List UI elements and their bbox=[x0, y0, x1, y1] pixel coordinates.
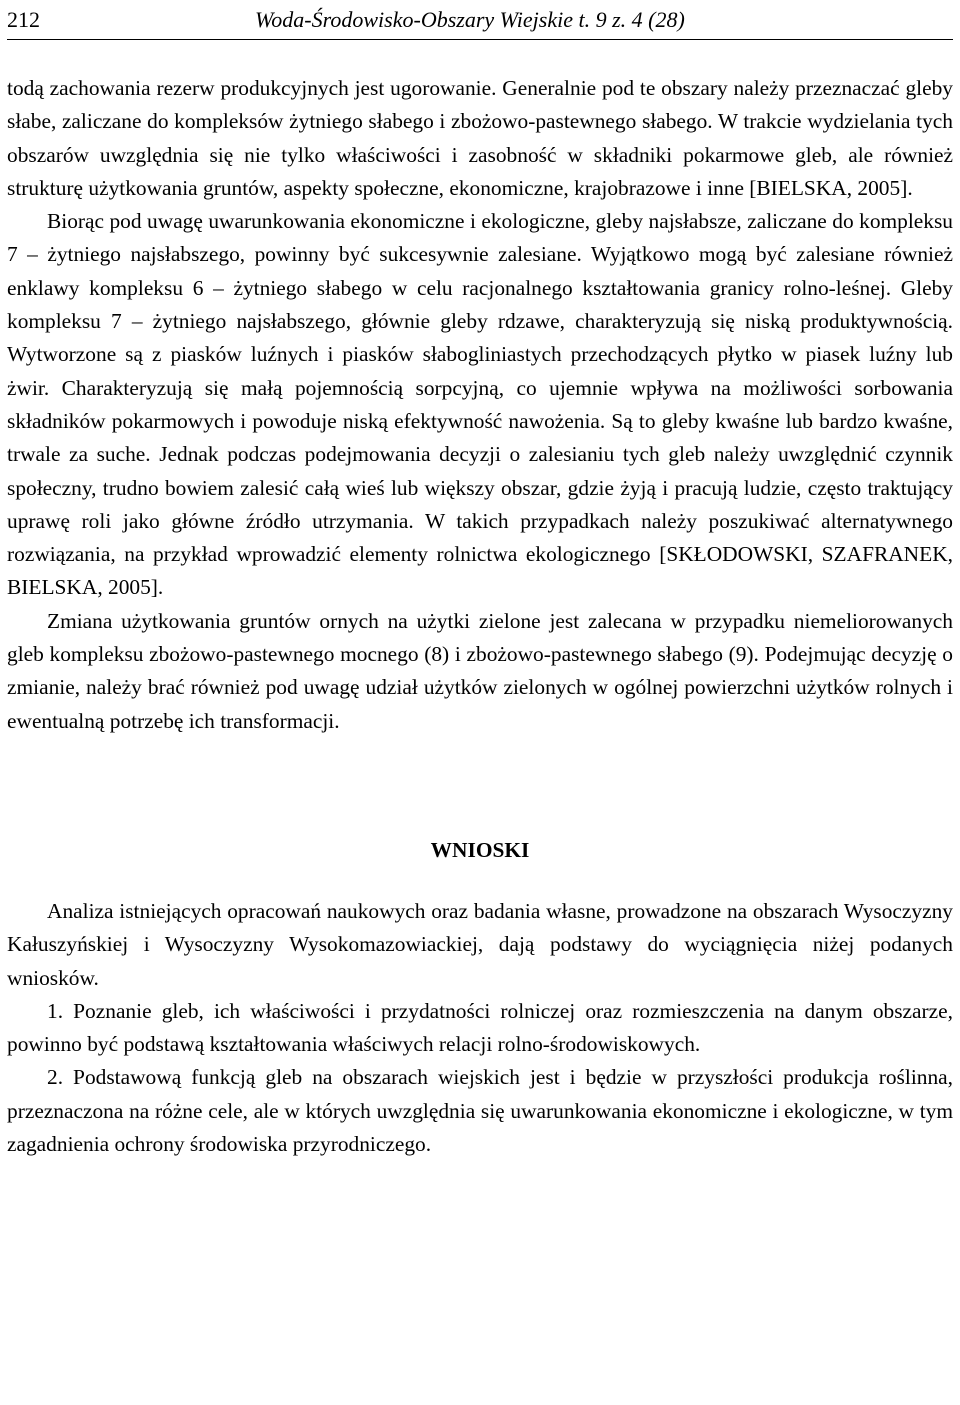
paragraph-grassland: Zmiana użytkowania gruntów ornych na użytki zielone jest zalecana w przypadku niemeliorowanych gleb kompleksu zbożowo-pastewnego mocnego (8) i zbożowo-pastewnego słabego (9). Podejmując decyzję o zmianie, należy brać również pod uwagę udział użytków zielonych w ogólnej powierzchni użytków rolnych i ewentualną potrzebę ich transformacji. bbox=[7, 608, 953, 733]
article-body bbox=[7, 72, 953, 1161]
journal-title: Woda-Środowisko-Obszary Wiejskie t. 9 z. 4 (28) bbox=[255, 7, 685, 32]
section-heading: WNIOSKI bbox=[430, 837, 530, 862]
conclusion-item-2: 2. Podstawową funkcją gleb na obszarach wiejskich jest i będzie w przyszłości produkcja roślinna, przeznaczona na różne cele, ale w których uwzględnia się uwarunkowania ekonomiczne i ekologiczne, w tym zagadnienia ochrony środowiska przyrodniczego. bbox=[7, 1065, 953, 1157]
page-number: 212 bbox=[7, 7, 40, 32]
page bbox=[7, 0, 953, 1161]
running-header bbox=[7, 0, 953, 40]
conclusion-item-1: 1. Poznanie gleb, ich właściwości i przydatności rolniczej oraz rozmieszczenia na danym obszarze, powinno być podstawą kształtowania właściwych relacji rolno-środowiskowych. bbox=[7, 998, 953, 1057]
conclusions-intro: Analiza istniejących opracowań naukowych oraz badania własne, prowadzone na obszarach Wysoczyzny Kałuszyńskiej i Wysoczyzny Wysokomazowiackiej, dają podstawy do wyciągnięcia niżej podanych wniosków. bbox=[7, 898, 953, 990]
paragraph-continued: todą zachowania rezerw produkcyjnych jest ugorowanie. Generalnie pod te obszary należy przeznaczać gleby słabe, zaliczane do kompleksów żytniego słabego i zbożowo-pastewnego słabego. W trakcie wydzielania tych obszarów uwzględnia się nie tylko właściwości i zasobność w składniki pokarmowe gleb, ale również strukturę użytkowania gruntów, aspekty społeczne, ekonomiczne, krajobrazowe i inne [BIELSKA, 2005]. bbox=[7, 76, 953, 200]
paragraph-afforestation: Biorąc pod uwagę uwarunkowania ekonomiczne i ekologiczne, gleby najsłabsze, zaliczane do kompleksu 7 – żytniego najsłabszego, powinny być sukcesywnie zalesiane. Wyjątkowo mogą być zalesiane również enklawy kompleksu 6 – żytniego słabego w celu racjonalnego kształtowania granicy rolno-leśnej. Gleby kompleksu 7 – żytniego najsłabszego, głównie gleby rdzawe, charakteryzują się niską produktywnością. Wytworzone są z piasków luźnych i piasków słabogliniastych przechodzących płytko w piasek luźny lub żwir. Charakteryzują się małą pojemnością sorpcyjną, co ujemnie wpływa na możliwości sorbowania składników pokarmowych i powoduje niską efektywność nawożenia. Są to gleby kwaśne lub bardzo kwaśne, trwale za suche. Jednak podczas podejmowania decyzji o zalesianiu tych gleb należy uwzględnić czynnik społeczny, trudno bowiem zalesić całą wieś lub większy obszar, gdzie żyją i pracują ludzie, często traktujący uprawę roli jako główne źródło utrzymania. W takich przypadkach należy poszukiwać alternatywnego rozwiązania, na przykład wprowadzić elementy rolnictwa ekologicznego [SKŁODOWSKI, SZAFRANEK, BIELSKA, 2005]. bbox=[7, 209, 953, 600]
